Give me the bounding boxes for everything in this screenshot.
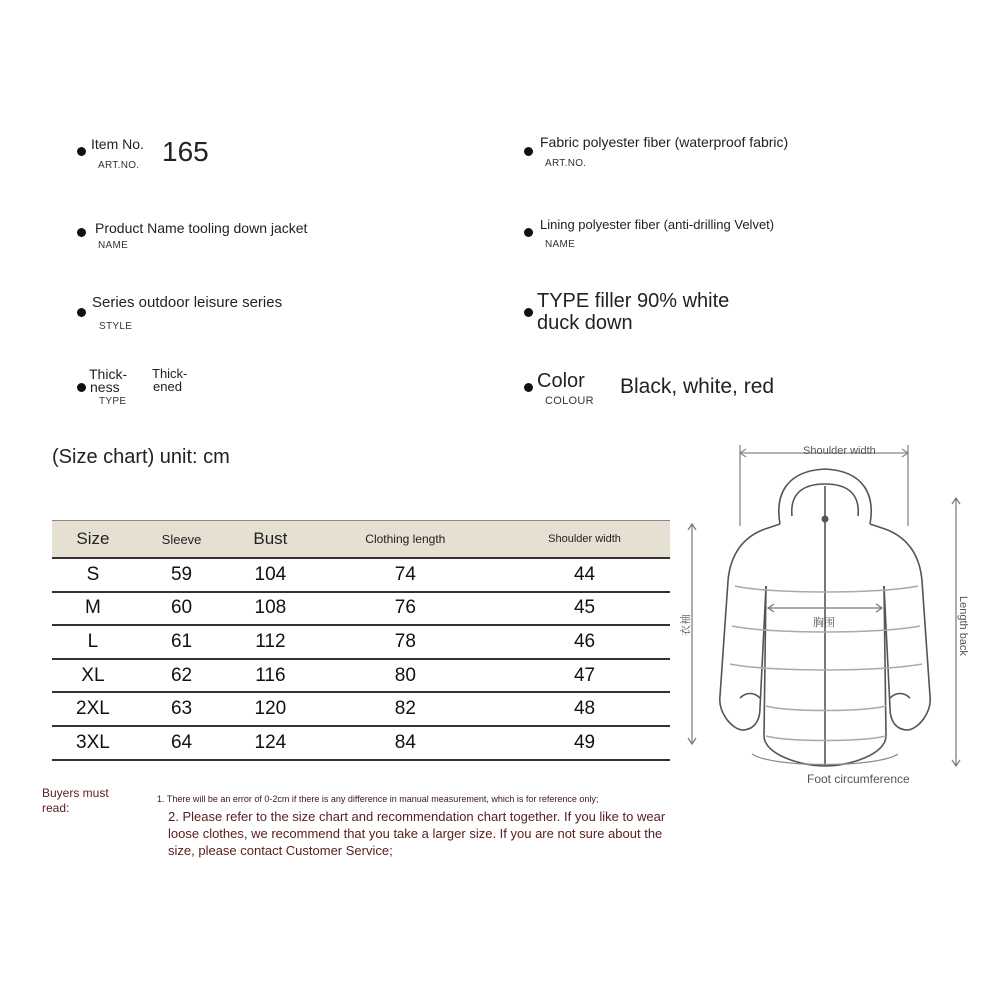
- table-row: [52, 558, 670, 592]
- bullet-dot-icon: [524, 308, 533, 317]
- note-1: 1. There will be an error of 0-2cm if there is any difference in manual measurement, which is for reference only;: [157, 794, 599, 804]
- cell-bust: 120: [229, 692, 311, 726]
- cell-size: XL: [52, 659, 134, 693]
- bust-label: 胸围: [813, 617, 835, 629]
- cell-clothing-length: 78: [312, 625, 500, 659]
- thickness-sub: TYPE: [99, 396, 127, 407]
- series-label: Series outdoor leisure series: [92, 294, 283, 311]
- cell-bust: 112: [229, 625, 311, 659]
- foot-circumference-label: Foot circumference: [807, 772, 910, 786]
- table-row: [52, 659, 670, 693]
- buyers-notes-label: [42, 786, 109, 816]
- item-no-sub: ART.NO.: [98, 160, 140, 171]
- cell-clothing-length: 76: [312, 592, 500, 626]
- shoulder-width-label: Shoulder width: [803, 445, 876, 457]
- bullet-dot-icon: [524, 383, 533, 392]
- fabric-sub: ART.NO.: [545, 158, 587, 169]
- color-label: Color: [537, 370, 585, 392]
- table-row: [52, 592, 670, 626]
- bullet-dot-icon: [524, 147, 533, 156]
- table-row: [52, 692, 670, 726]
- cell-bust: 104: [229, 558, 311, 592]
- buyers-notes-label-line2: read:: [42, 801, 70, 815]
- cell-sleeve: 61: [134, 625, 229, 659]
- color-value: Black, white, red: [620, 375, 775, 398]
- cell-size: M: [52, 592, 134, 626]
- cell-bust: 124: [229, 726, 311, 760]
- item-no-value: 165: [162, 136, 209, 167]
- cell-sleeve: 63: [134, 692, 229, 726]
- cell-clothing-length: 84: [312, 726, 500, 760]
- series-sub: STYLE: [99, 321, 133, 332]
- cell-sleeve: 62: [134, 659, 229, 693]
- size-chart-title: (Size chart) unit: cm: [52, 446, 230, 468]
- bullet-dot-icon: [77, 147, 86, 156]
- thickness-label-line2: ness: [90, 379, 120, 395]
- sleeve-label: 衣袖: [680, 614, 692, 636]
- cell-clothing-length: 82: [312, 692, 500, 726]
- product-name-sub: NAME: [98, 240, 129, 251]
- shoulder-width-arrow: [740, 445, 908, 526]
- cell-size: 2XL: [52, 692, 134, 726]
- fabric-label: Fabric polyester fiber (waterproof fabric): [540, 134, 789, 150]
- item-no-label: Item No.: [91, 136, 144, 152]
- cell-shoulder-width: 48: [499, 692, 670, 726]
- cell-bust: 108: [229, 592, 311, 626]
- cell-size: 3XL: [52, 726, 134, 760]
- thickness-value-line1: Thick-: [152, 366, 188, 381]
- cell-sleeve: 60: [134, 592, 229, 626]
- cell-size: S: [52, 558, 134, 592]
- cell-bust: 116: [229, 659, 311, 693]
- cell-shoulder-width: 45: [499, 592, 670, 626]
- table-row: [52, 726, 670, 760]
- cell-size: L: [52, 625, 134, 659]
- cell-shoulder-width: 44: [499, 558, 670, 592]
- buyers-notes-label-line1: Buyers must: [42, 786, 109, 800]
- cell-clothing-length: 80: [312, 659, 500, 693]
- cell-shoulder-width: 47: [499, 659, 670, 693]
- note-2: 2. Please refer to the size chart and recommendation chart together. If you like to wear loose clothes, we recommend that you take a larger size. If you are not sure about the size, please contact Customer Service;: [168, 809, 666, 858]
- cell-sleeve: 59: [134, 558, 229, 592]
- column-header-clothing-length: Clothing length: [312, 521, 500, 559]
- column-header-size: Size: [52, 521, 134, 559]
- size-table-header: [52, 521, 670, 559]
- length-back-label: Length back: [957, 596, 969, 656]
- thickness-value-line2: ened: [153, 379, 182, 394]
- size-table: [52, 520, 670, 761]
- cell-clothing-length: 74: [312, 558, 500, 592]
- column-header-sleeve: Sleeve: [134, 521, 229, 559]
- jacket-measurement-diagram: [680, 436, 970, 791]
- lining-sub: NAME: [545, 239, 576, 250]
- cell-sleeve: 64: [134, 726, 229, 760]
- cell-shoulder-width: 49: [499, 726, 670, 760]
- type-label-line2: duck down: [537, 312, 633, 334]
- thickness-label-line1: Thick-: [89, 366, 128, 382]
- table-row: [52, 625, 670, 659]
- bullet-dot-icon: [524, 228, 533, 237]
- bullet-dot-icon: [77, 228, 86, 237]
- bullet-dot-icon: [77, 383, 86, 392]
- bullet-dot-icon: [77, 308, 86, 317]
- type-label-line1: TYPE filler 90% white: [537, 290, 730, 312]
- color-sub: COLOUR: [545, 395, 594, 407]
- lining-label: Lining polyester fiber (anti-drilling Velvet): [540, 217, 775, 232]
- cell-shoulder-width: 46: [499, 625, 670, 659]
- column-header-bust: Bust: [229, 521, 311, 559]
- product-name-label: Product Name tooling down jacket: [95, 220, 308, 236]
- zipper-pull-icon: [822, 516, 829, 523]
- column-header-shoulder-width: Shoulder width: [499, 521, 670, 559]
